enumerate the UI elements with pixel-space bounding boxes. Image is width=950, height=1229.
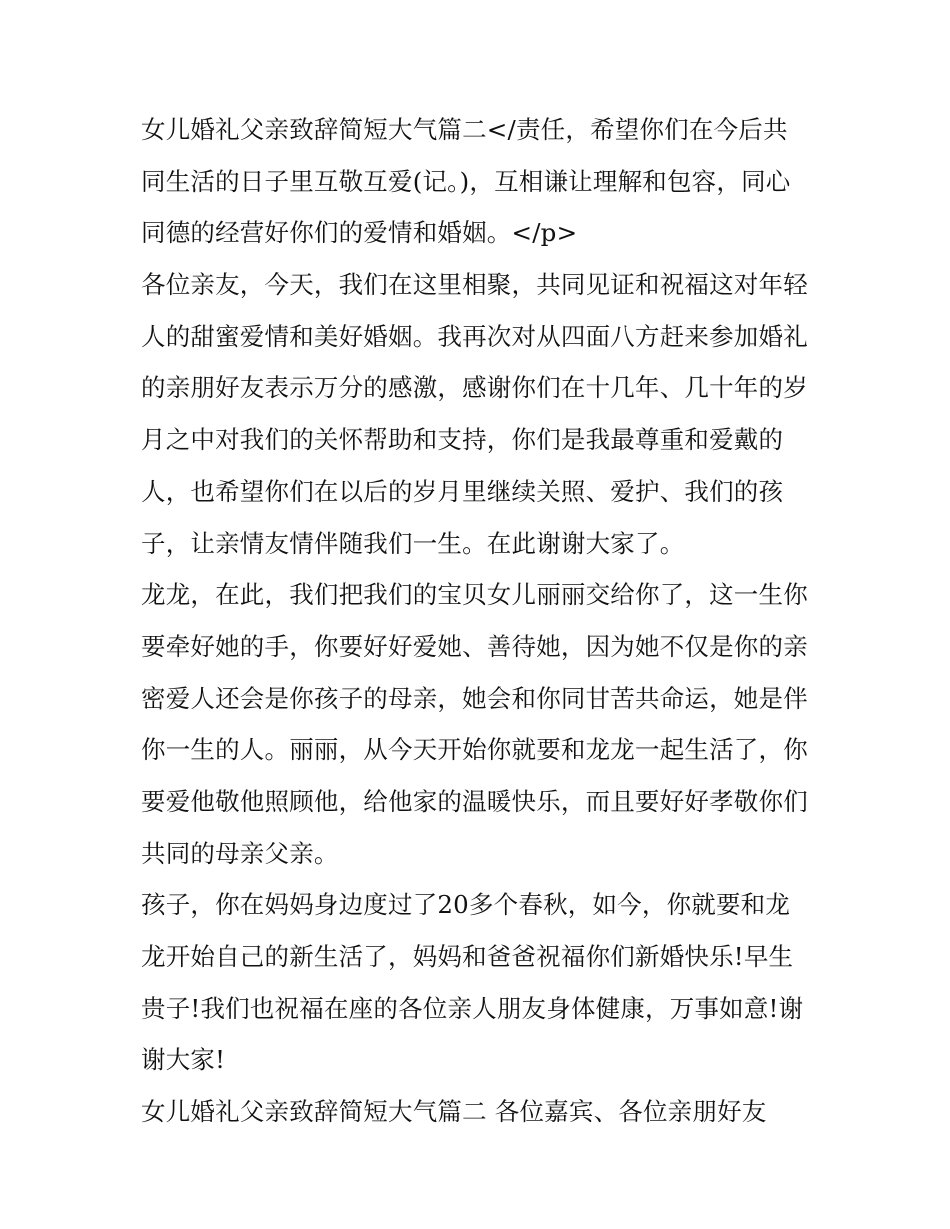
document-body (141, 104, 831, 1138)
text-line: 人的甜蜜爱情和美好婚姻。我再次对从四面八方赶来参加婚礼 (141, 321, 808, 351)
text-line: 要牵好她的手，你要好好爱她、善待她，因为她不仅是你的亲 (141, 631, 808, 661)
text-line: 月之中对我们的关怀帮助和支持，你们是我最尊重和爱戴的 (141, 425, 784, 455)
text-line: 贵子!我们也祝福在座的各位亲人朋友身体健康，万事如意!谢 (141, 993, 804, 1023)
text-line: 各位亲友，今天，我们在这里相聚，共同见证和祝福这对年轻 (141, 270, 808, 300)
text-line: 龙龙，在此，我们把我们的宝贝女儿丽丽交给你了，这一生你 (141, 580, 808, 610)
text-line: 子，让亲情友情伴随我们一生。在此谢谢大家了。 (141, 528, 685, 558)
text-line: 孩子，你在妈妈身边度过了20多个春秋，如今，你就要和龙 (141, 890, 791, 920)
text-line: 共同的母亲父亲。 (141, 838, 339, 868)
text-line: 女儿婚礼父亲致辞简短大气篇二 各位嘉宾、各位亲朋好友 (141, 1097, 767, 1127)
text-line: 人，也希望你们在以后的岁月里继续关照、爱护、我们的孩 (141, 476, 784, 506)
text-line: 的亲朋好友表示万分的感激，感谢你们在十几年、几十年的岁 (141, 373, 808, 403)
text-line: 女儿婚礼父亲致辞简短大气篇二</责任，希望你们在今后共 (141, 115, 788, 144)
text-line: 同德的经营好你们的爱情和婚姻。</p> (141, 218, 578, 248)
text-line: 密爱人还会是你孩子的母亲，她会和你同甘苦共命运，她是伴 (141, 683, 808, 713)
text-line: 龙开始自己的新生活了，妈妈和爸爸祝福你们新婚快乐!早生 (141, 942, 794, 971)
text-line: 你一生的人。丽丽，从今天开始你就要和龙龙一起生活了，你 (141, 735, 808, 765)
text-line: 要爱他敬他照顾他，给他家的温暖快乐，而且要好好孝敬你们 (141, 786, 808, 816)
text-line: 同生活的日子里互敬互爱(记。)，互相谦让理解和包容，同心 (141, 166, 791, 196)
text-line: 谢大家! (141, 1045, 226, 1075)
